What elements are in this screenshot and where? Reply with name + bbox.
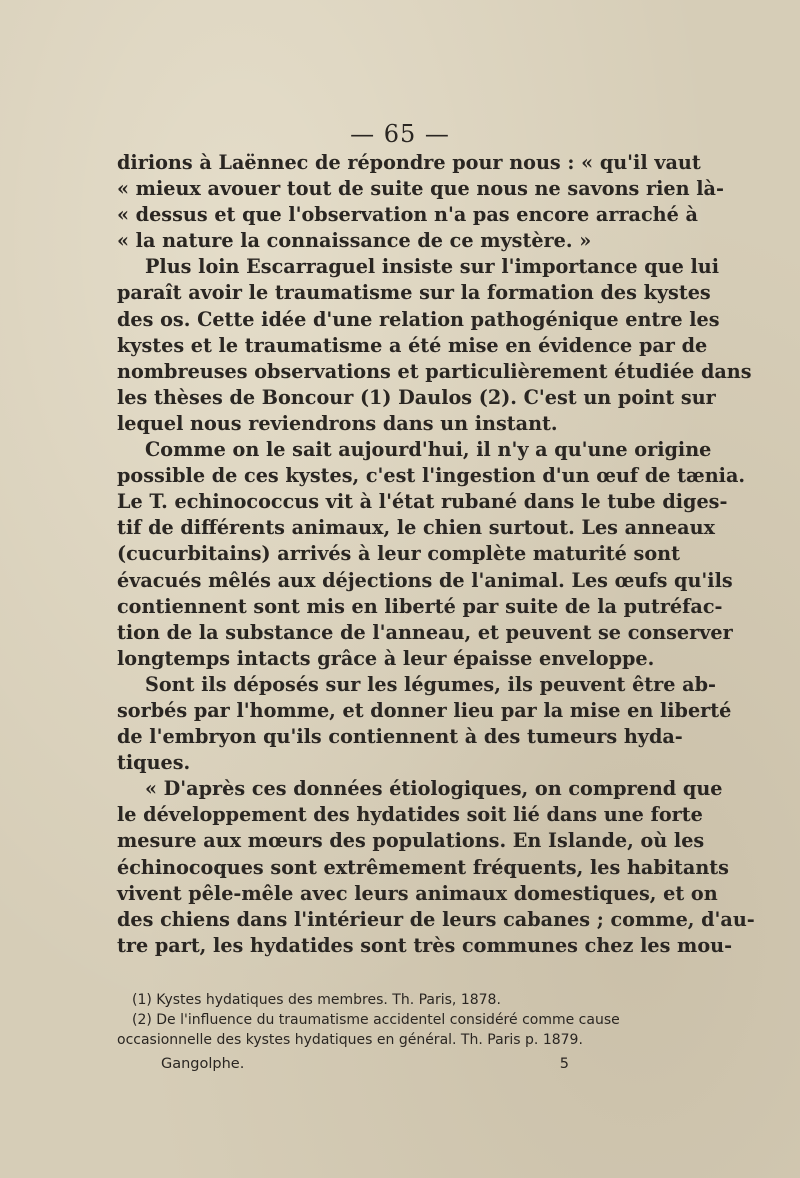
text-line: des os. Cette idée d'une relation pathogénique entre les xyxy=(117,307,720,331)
text-line: « la nature la connaissance de ce mystère. » xyxy=(117,229,592,253)
text-line: mesure aux mœurs des populations. En Islande, où les xyxy=(117,829,705,853)
signature-author: Gangolphe. xyxy=(161,1056,245,1072)
text-line: Comme on le sait aujourd'hui, il n'y a qu'une origine xyxy=(145,438,712,462)
text-line: Le T. echinococcus vit à l'état rubané dans le tube diges- xyxy=(117,490,728,514)
text-line: tion de la substance de l'anneau, et peuvent se conserver xyxy=(117,620,733,644)
text-line: « mieux avouer tout de suite que nous ne savons rien là- xyxy=(117,177,724,201)
text-line: évacués mêlés aux déjections de l'animal. Les œufs qu'ils xyxy=(117,568,733,592)
text-line: kystes et le traumatisme a été mise en évidence par de xyxy=(117,333,708,357)
text-line: sorbés par l'homme, et donner lieu par la mise en liberté xyxy=(117,698,732,722)
text-line: (cucurbitains) arrivés à leur complète maturité sont xyxy=(117,542,680,566)
footnote-line: (1) Kystes hydatiques des membres. Th. Paris, 1878. xyxy=(132,992,501,1008)
text-line: échinocoques sont extrêmement fréquents, les habitants xyxy=(117,855,729,879)
text-line: tif de différents animaux, le chien surtout. Les anneaux xyxy=(117,516,715,540)
footnote-line: (2) De l'influence du traumatisme accidentel considéré comme cause xyxy=(132,1012,620,1028)
text-line: paraît avoir le traumatisme sur la formation des kystes xyxy=(117,281,711,305)
text-line: longtemps intacts grâce à leur épaisse enveloppe. xyxy=(117,646,655,670)
text-line: tre part, les hydatides sont très communes chez les mou- xyxy=(117,933,733,957)
text-line: possible de ces kystes, c'est l'ingestion d'un œuf de tænia. xyxy=(117,464,746,488)
page-number: — 65 — xyxy=(350,120,450,148)
text-line: le développement des hydatides soit lié dans une forte xyxy=(117,803,703,827)
text-line: tiques. xyxy=(117,751,191,775)
footnote-list xyxy=(117,990,620,1050)
text-line: des chiens dans l'intérieur de leurs cabanes ; comme, d'au- xyxy=(117,907,755,931)
signature-sheet-number: 5 xyxy=(559,1056,569,1072)
text-line: les thèses de Boncour (1) Daulos (2). C'est un point sur xyxy=(117,385,716,409)
signature-line xyxy=(117,1054,617,1074)
text-line: dirions à Laënnec de répondre pour nous : « qu'il vaut xyxy=(117,151,701,174)
text-line: de l'embryon qu'ils contiennent à des tumeurs hyda- xyxy=(117,725,683,749)
text-line: « dessus et que l'observation n'a pas encore arraché à xyxy=(117,203,698,227)
text-line: nombreuses observations et particulièrement étudiée dans xyxy=(117,359,752,383)
text-line: Sont ils déposés sur les légumes, ils peuvent être ab- xyxy=(145,672,716,696)
text-line: Plus loin Escarraguel insiste sur l'importance que lui xyxy=(145,255,719,279)
text-line: contiennent sont mis en liberté par suite de la putréfac- xyxy=(117,594,723,618)
text-line: vivent pêle-mêle avec leurs animaux domestiques, et on xyxy=(117,881,718,905)
footnote-line: occasionnelle des kystes hydatiques en général. Th. Paris p. 1879. xyxy=(117,1032,583,1048)
text-line: « D'après ces données étiologiques, on comprend que xyxy=(145,777,723,801)
text-line: lequel nous reviendrons dans un instant. xyxy=(117,411,558,435)
footnotes xyxy=(117,990,620,1074)
main-text xyxy=(117,150,755,959)
